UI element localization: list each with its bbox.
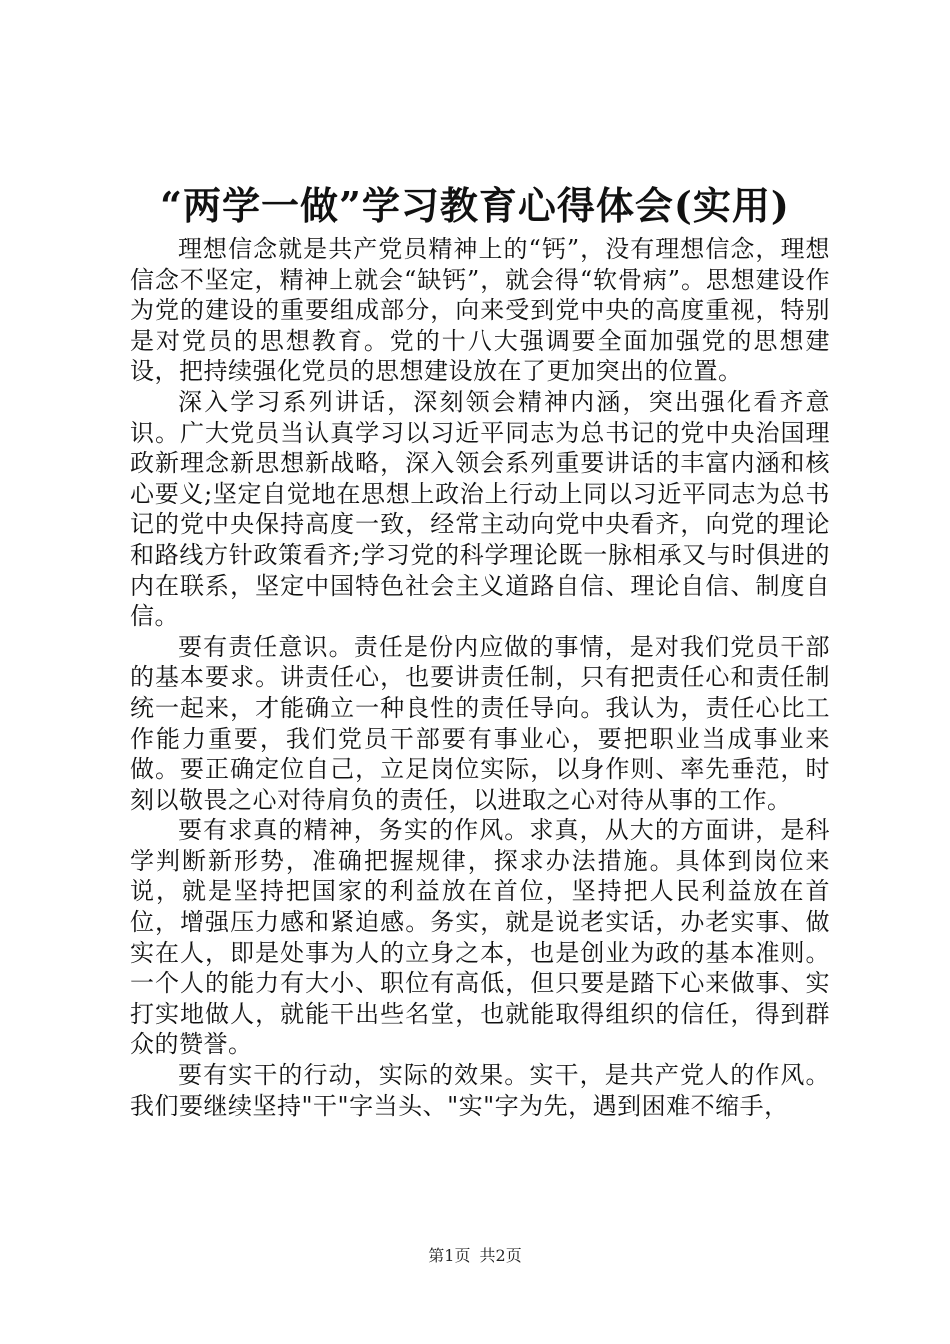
document-title: “两学一做”学习教育心得体会(实用) xyxy=(160,183,790,228)
page-total: 共2页 xyxy=(479,1246,522,1265)
document-body xyxy=(130,234,830,1121)
paragraph: 要有实干的行动，实际的效果。实干，是共产党人的作风。我们要继续坚持"干"字当头、"实"字为先，遇到困难不缩手， xyxy=(130,1061,830,1120)
paragraph: 理想信念就是共产党员精神上的“钙”，没有理想信念，理想信念不坚定，精神上就会“缺钙”，就会得“软骨病”。思想建设作为党的建设的重要组成部分，向来受到党中央的高度重视，特别是对党员的思想教育。党的十八大强调要全面加强党的思想建设，把持续强化党员的思想建设放在了更加突出的位置。 xyxy=(130,235,830,386)
page-footer xyxy=(0,1243,950,1266)
page-number: 第1页 xyxy=(428,1246,471,1265)
paragraph: 要有责任意识。责任是份内应做的事情，是对我们党员干部的基本要求。讲责任心，也要讲责任制，只有把责任心和责任制统一起来，才能确立一种良性的责任导向。我认为，责任心比工作能力重要，我们党员干部要有事业心，要把职业当成事业来做。要正确定位自己，立足岗位实际，以身作则、率先垂范，时刻以敬畏之心对待肩负的责任，以进取之心对待从事的工作。 xyxy=(130,632,830,814)
paragraph: 要有求真的精神，务实的作风。求真，从大的方面讲，是科学判断新形势，准确把握规律，探求办法措施。具体到岗位来说，就是坚持把国家的利益放在首位，坚持把人民利益放在首位，增强压力感和紧迫感。务实，就是说老实话，办老实事、做实在人，即是处事为人的立身之本，也是创业为政的基本准则。一个人的能力有大小、职位有高低，但只要是踏下心来做事、实打实地做人，就能干出些名堂，也就能取得组织的信任，得到群众的赞誉。 xyxy=(130,816,830,1059)
paragraph: 深入学习系列讲话，深刻领会精神内涵，突出强化看齐意识。广大党员当认真学习以习近平同志为总书记的党中央治国理政新理念新思想新战略，深入领会系列重要讲话的丰富内涵和核心要义;坚定自觉地在思想上政治上行动上同以习近平同志为总书记的党中央保持高度一致，经常主动向党中央看齐，向党的理论和路线方针政策看齐;学习党的科学理论既一脉相承又与时俱进的内在联系，坚定中国特色社会主义道路自信、理论自信、制度自信。 xyxy=(130,387,830,631)
